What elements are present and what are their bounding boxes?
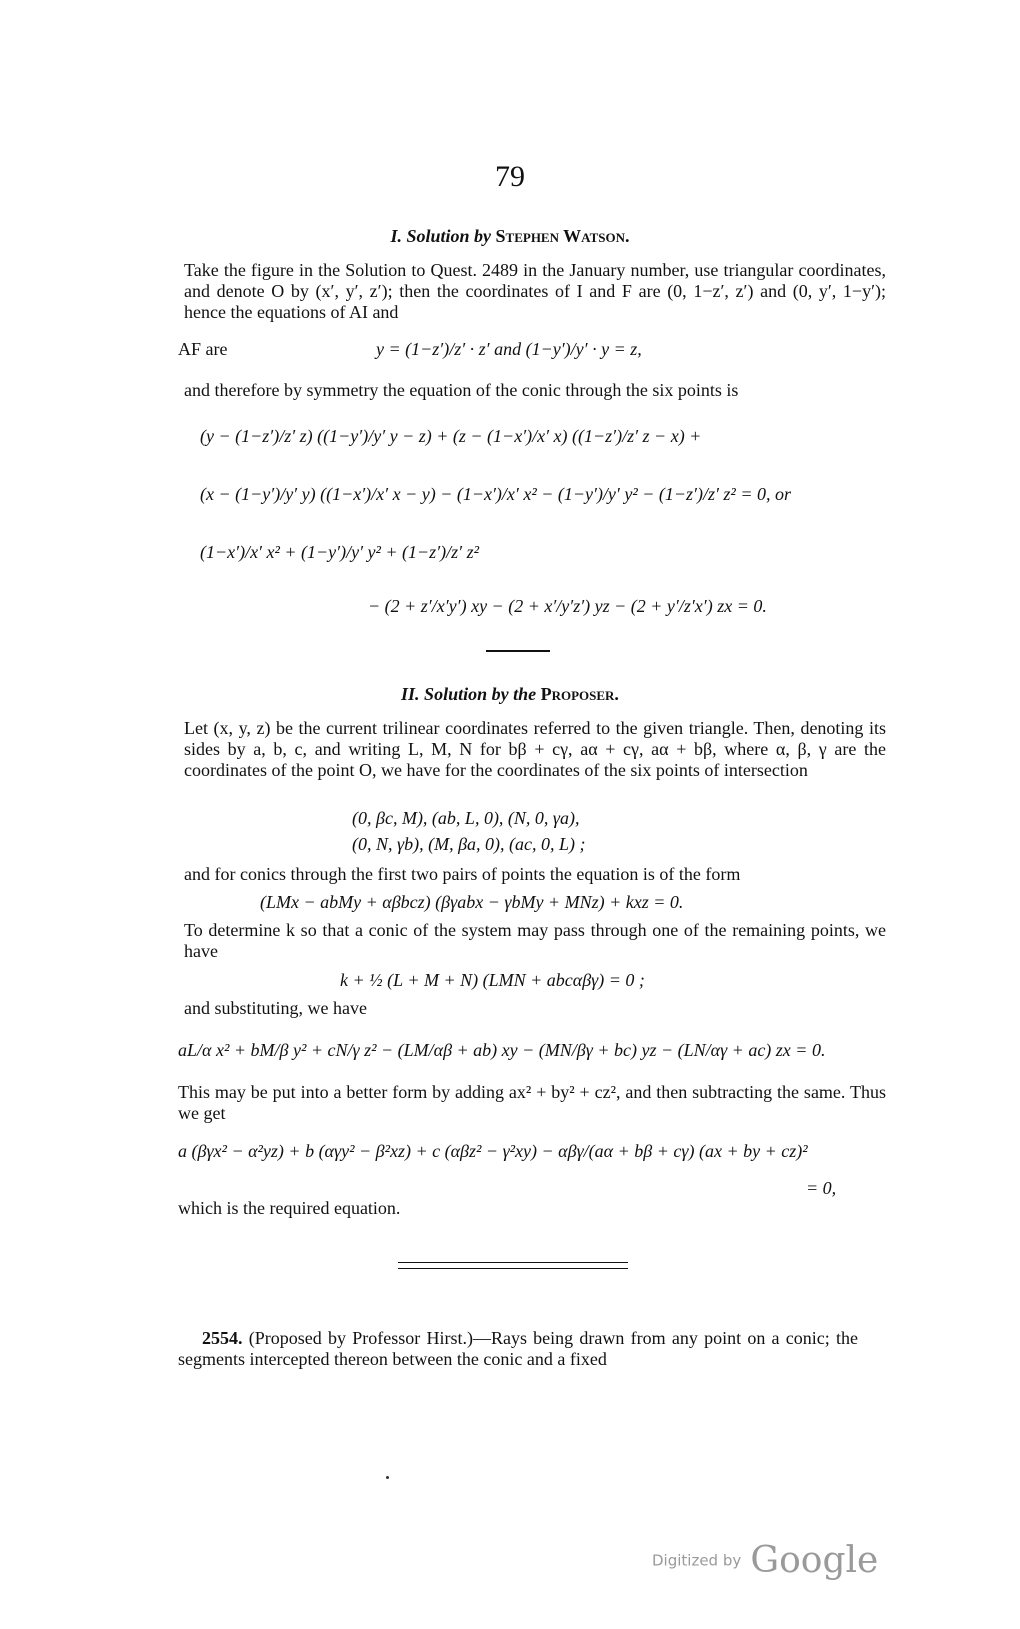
final-equation: a (βγx² − α²yz) + b (αγy² − β²xz) + c (αβz² − γ²xy) − αβγ/(aα + bβ + cγ) (ax + by + cz)² — [178, 1141, 808, 1161]
final-equation-end: = 0, — [806, 1178, 837, 1198]
solution-1-heading — [0, 226, 1020, 247]
page-number: 79 — [495, 160, 525, 193]
solution-1-paragraph: Take the figure in the Solution to Quest. 2489 in the January number, use triangular coordinates, and denote O by (x′, y′, z′); then the coordinates of I and F are (0, 1−z′, z′) and (0, y′, 1−y′); hence the equations of AI and — [184, 260, 886, 322]
double-rule-bottom — [398, 1268, 628, 1269]
solution-2-paragraph: Let (x, y, z) be the current trilinear coordinates referred to the given triangle. Then, denoting its sides by a, b, c, and writing L, M, N for bβ + cγ, aα + cγ, aα + bβ, where α, β, γ are the coordinates of the point O, we have for the coordinates of the six points of intersection — [184, 718, 886, 780]
conic-equation-line-4: − (2 + z′/x′y′) xy − (2 + x′/y′z′) yz − (2 + y′/z′x′) zx = 0. — [368, 596, 767, 616]
substituting-sentence: and substituting, we have — [184, 998, 367, 1018]
conic-form-equation: (LMx − abMy + αβbcz) (βγabx − γbMy + MNz) + kxz = 0. — [260, 892, 684, 912]
double-rule-top — [398, 1262, 628, 1263]
solution-2-heading — [0, 684, 1020, 705]
question-text: (Proposed by Professor Hirst.)—Rays being drawn from any point on a conic; the segments intercepted thereon between the conic and a fixed — [178, 1328, 858, 1369]
better-form-sentence: This may be put into a better form by adding ax² + by² + cz², and then subtracting the same. Thus we get — [178, 1082, 886, 1123]
conics-sentence: and for conics through the first two pairs of points the equation is of the form — [184, 864, 741, 884]
points-line-1: (0, βc, M), (ab, L, 0), (N, 0, γa), — [352, 808, 580, 828]
solution-1-author: Stephen Watson. — [495, 226, 630, 246]
conic-equation-line-2: (x − (1−y′)/y′ y) ((1−x′)/x′ x − y) − (1−x′)/x′ x² − (1−y′)/y′ y² − (1−z′)/z′ z² = 0, or — [200, 484, 791, 504]
af-equation: y = (1−z′)/z′ · z′ and (1−y′)/y′ · y = z, — [376, 339, 642, 359]
watermark-small-text: Digitized by — [652, 1551, 742, 1570]
solution-1-heading-prefix: I. Solution by — [390, 226, 492, 246]
conic-equation-line-3: (1−x′)/x′ x² + (1−y′)/y′ y² + (1−z′)/z′ z² — [200, 542, 479, 562]
question-2554 — [178, 1328, 858, 1370]
required-sentence: which is the required equation. — [178, 1198, 401, 1218]
substituted-equation: aL/α x² + bM/β y² + cN/γ z² − (LM/αβ + ab) xy − (MN/βγ + bc) yz − (LN/αγ + ac) zx = 0. — [178, 1040, 826, 1060]
conic-equation-line-1: (y − (1−z′)/z′ z) ((1−y′)/y′ y − z) + (z − (1−x′)/x′ x) ((1−z′)/z′ z − x) + — [200, 426, 702, 446]
stray-mark — [386, 1476, 389, 1479]
k-equation: k + ½ (L + M + N) (LMN + abcαβγ) = 0 ; — [340, 970, 645, 990]
points-line-2: (0, N, γb), (M, βa, 0), (ac, 0, L) ; — [352, 834, 586, 854]
af-label: AF are — [178, 339, 228, 359]
determine-sentence: To determine k so that a conic of the system may pass through one of the remaining points, we have — [184, 920, 886, 961]
symmetry-sentence: and therefore by symmetry the equation of the conic through the six points is — [184, 380, 739, 400]
solution-2-author: Proposer. — [540, 684, 619, 704]
google-watermark — [652, 1540, 878, 1581]
solution-2-heading-prefix: II. Solution by the — [401, 684, 537, 704]
section-divider — [486, 650, 550, 652]
question-number: 2554. — [202, 1328, 243, 1348]
google-logo: Google — [750, 1540, 879, 1581]
